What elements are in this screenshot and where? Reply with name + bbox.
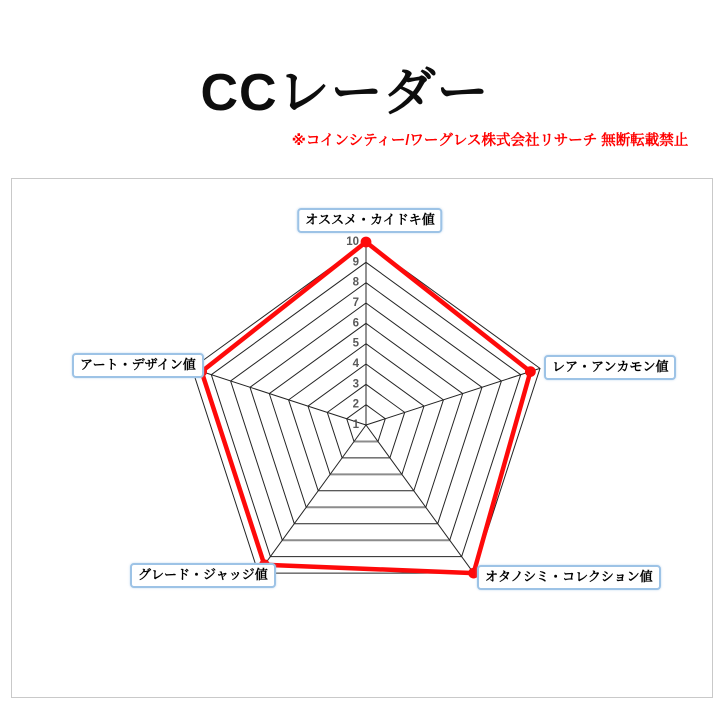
axis-tick-label: 8 <box>352 276 359 289</box>
axis-label-otanoshimi: オタノシミ・コレクション値 <box>477 565 661 590</box>
series-vertex-dot <box>361 237 372 248</box>
axis-tick-label: 5 <box>352 337 359 350</box>
axis-tick-label: 4 <box>352 358 359 370</box>
copyright-disclaimer: ※コインシティー/ワーグレス株式会社リサーチ 無断転載禁止 <box>291 133 689 149</box>
axis-tick-label: 3 <box>352 378 359 391</box>
series-vertex-dot <box>525 366 536 377</box>
axis-tick-label: 10 <box>346 236 359 248</box>
axis-tick-label: 1 <box>352 419 359 431</box>
axis-tick-label: 7 <box>352 297 359 309</box>
axis-tick-label: 9 <box>352 256 359 269</box>
axis-label-rare: レア・アンカモン値 <box>544 355 676 380</box>
grid-spoke <box>366 425 474 573</box>
axis-label-grade: グレード・ジャッジ値 <box>130 563 276 588</box>
axis-label-osusume: オススメ・カイドキ値 <box>297 208 442 233</box>
page-title: CCレーダー <box>200 64 490 122</box>
axis-tick-label: 2 <box>352 398 359 411</box>
grid-spoke <box>258 425 366 573</box>
axis-tick-label: 6 <box>352 317 359 330</box>
axis-label-art: アート・デザイン値 <box>72 353 204 378</box>
